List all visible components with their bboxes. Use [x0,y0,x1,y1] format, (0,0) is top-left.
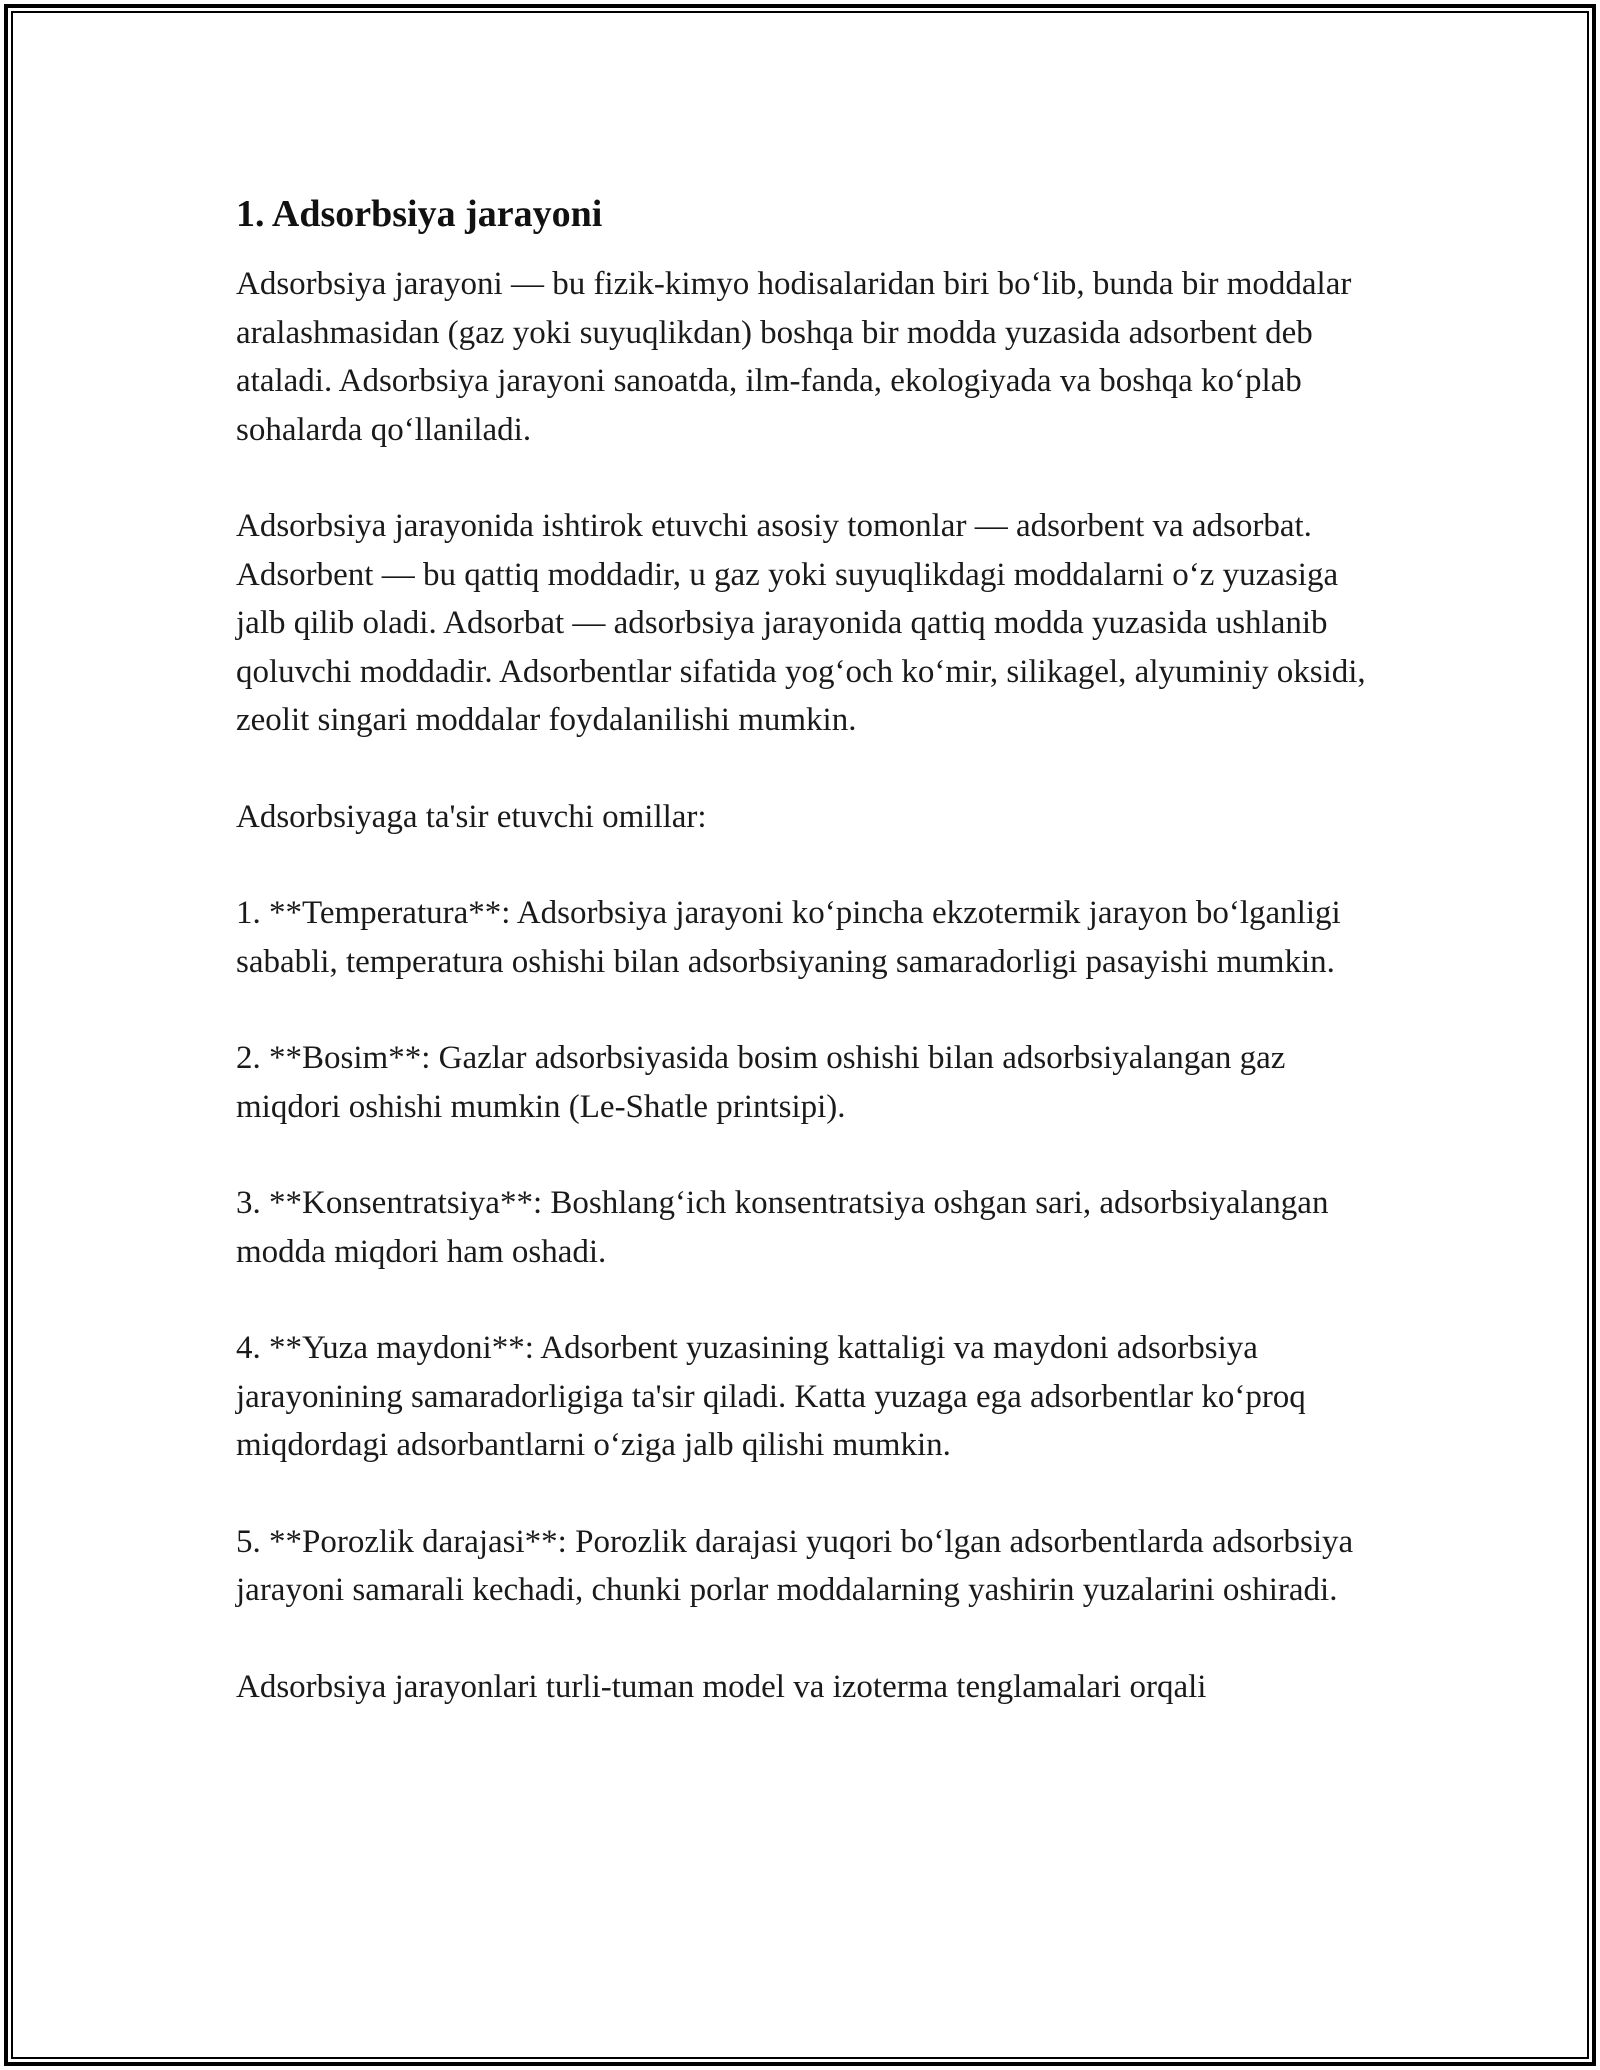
document-body [236,188,1386,1759]
paragraph-factors-intro: Adsorbsiyaga ta'sir etuvchi omillar: [236,798,707,835]
section-heading: 1. Adsorbsiya jarayoni [236,193,603,235]
list-item-porosity: 5. **Porozlik darajasi**: Porozlik darajasi yuqori bo‘lgan adsorbentlarda adsorbsiya jarayoni samarali kechadi, chunki porlar moddalarning yashirin yuzalarini oshiradi. [236,1523,1354,1608]
list-item-temperature: 1. **Temperatura**: Adsorbsiya jarayoni ko‘pincha ekzotermik jarayon bo‘lganligi sababli, temperatura oshishi bilan adsorbsiyaning samaradorligi pasayishi mumkin. [236,895,1341,980]
list-item-pressure: 2. **Bosim**: Gazlar adsorbsiyasida bosim oshishi bilan adsorbsiyalangan gaz miqdori oshishi mumkin (Le-Shatle printsipi). [236,1040,1286,1125]
list-item-surface-area: 4. **Yuza maydoni**: Adsorbent yuzasining kattaligi va maydoni adsorbsiya jarayonining samaradorligiga ta'sir qiladi. Katta yuzaga ega adsorbentlar ko‘proq miqdordagi adsorbantlarni o‘ziga jalb qilishi mumkin. [236,1330,1306,1463]
paragraph-closing: Adsorbsiya jarayonlari turli-tuman model va izoterma tenglamalari orqali [236,1668,1207,1705]
paragraph-intro: Adsorbsiya jarayoni — bu fizik-kimyo hodisalaridan biri bo‘lib, bunda bir moddalar aralashmasidan (gaz yoki suyuqlikdan) boshqa bir modda yuzasida adsorbent deb ataladi. Adsorbsiya jarayoni sanoatda, ilm-fanda, ekologiyada va boshqa ko‘plab sohalarda qo‘llaniladi. [236,266,1352,448]
paragraph-participants: Adsorbsiya jarayonida ishtirok etuvchi asosiy tomonlar — adsorbent va adsorbat. Adsorbent — bu qattiq moddadir, u gaz yoki suyuqlikdagi moddalarni o‘z yuzasiga jalb qilib oladi. Adsorbat — adsorbsiya jarayonida qattiq modda yuzasida ushlanib qoluvchi moddadir. Adsorbentlar sifatida yog‘och ko‘mir, silikagel, alyuminiy oksidi, zeolit singari moddalar foydalanilishi mumkin. [236,508,1366,738]
list-item-concentration: 3. **Konsentratsiya**: Boshlang‘ich konsentratsiya oshgan sari, adsorbsiyalangan modda miqdori ham oshadi. [236,1185,1329,1270]
